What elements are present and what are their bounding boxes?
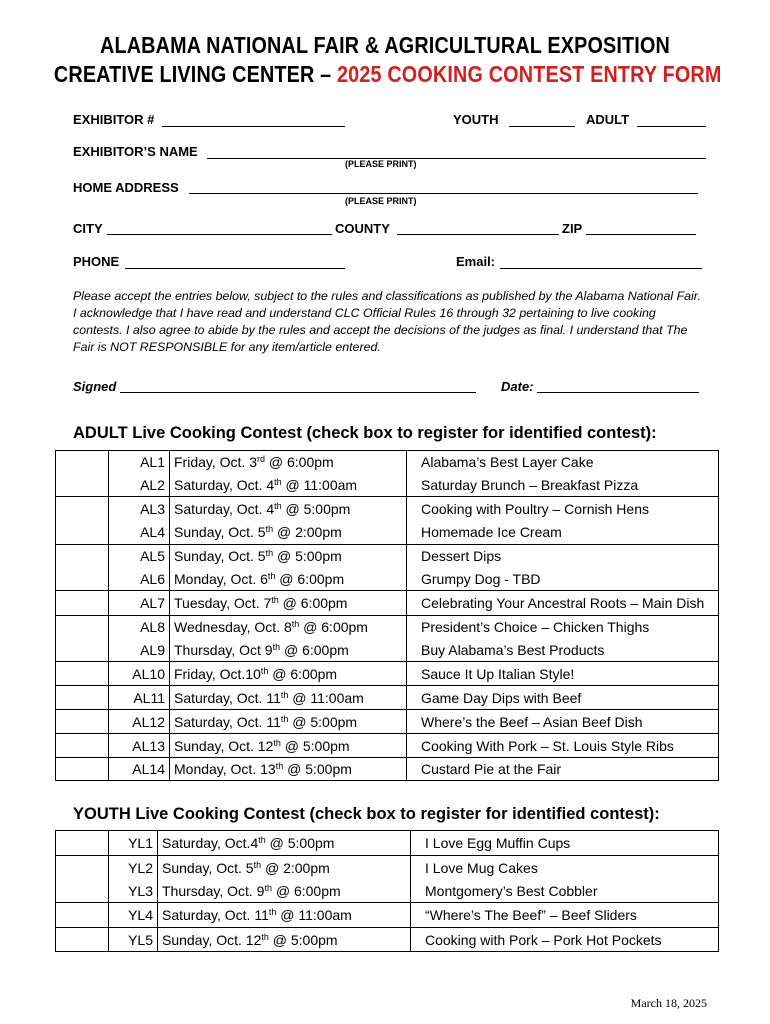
youth-contest-table xyxy=(55,830,719,952)
adult-schedule xyxy=(170,616,407,639)
youth-contest-name: “Where’s The Beef” – Beef Sliders xyxy=(411,903,719,928)
adult-schedule xyxy=(170,568,407,591)
phone-field[interactable] xyxy=(125,268,345,269)
adult-row xyxy=(56,686,719,710)
schedule-day: Sunday, Oct. 5 xyxy=(174,524,266,541)
adult-row xyxy=(56,451,719,474)
adult-row xyxy=(56,616,719,639)
adult-row xyxy=(56,662,719,686)
adult-code: AL6 xyxy=(109,568,170,591)
youth-label: YOUTH xyxy=(453,112,499,127)
adult-checkbox-cell[interactable] xyxy=(56,710,109,734)
adult-checkbox-cell[interactable] xyxy=(56,497,109,521)
youth-contest-heading: YOUTH Live Cooking Contest (check box to register for identified contest): xyxy=(73,805,660,823)
please-print-note-address: (PLEASE PRINT) xyxy=(345,196,417,206)
adult-schedule xyxy=(170,686,407,710)
adult-schedule xyxy=(170,710,407,734)
youth-checkbox-cell[interactable] xyxy=(56,903,109,928)
youth-schedule xyxy=(158,928,411,952)
please-print-note-name: (PLEASE PRINT) xyxy=(345,159,417,169)
schedule-day: Saturday, Oct. 11 xyxy=(162,907,269,923)
schedule-ordinal: th xyxy=(264,882,272,893)
adult-contest-name: Celebrating Your Ancestral Roots – Main Dish xyxy=(407,591,719,616)
adult-label: ADULT xyxy=(586,112,630,127)
adult-contest-name: Cooking With Pork – St. Louis Style Ribs xyxy=(407,734,719,758)
county-label: COUNTY xyxy=(335,221,390,236)
adult-schedule xyxy=(170,545,407,568)
schedule-ordinal: th xyxy=(274,500,282,511)
schedule-ordinal: th xyxy=(280,689,289,700)
schedule-time: @ 6:00pm xyxy=(265,454,334,471)
city-field[interactable] xyxy=(107,234,332,235)
schedule-time: @ 11:00am xyxy=(288,689,364,706)
adult-code: AL4 xyxy=(109,521,170,545)
schedule-time: @ 5:00pm xyxy=(265,835,335,851)
schedule-ordinal: th xyxy=(265,548,274,559)
schedule-ordinal: th xyxy=(258,835,266,845)
phone-label: PHONE xyxy=(73,254,120,269)
schedule-day: Saturday, Oct. 11 xyxy=(174,713,281,730)
zip-field[interactable] xyxy=(586,234,696,235)
adult-checkbox-cell[interactable] xyxy=(56,639,109,662)
adult-schedule xyxy=(170,521,407,545)
schedule-time: @ 6:00pm xyxy=(299,619,368,636)
youth-field[interactable] xyxy=(509,126,575,127)
adult-schedule xyxy=(170,591,407,616)
schedule-ordinal: th xyxy=(271,595,279,605)
youth-checkbox-cell[interactable] xyxy=(56,856,109,880)
adult-contest-name: Homemade Ice Cream xyxy=(407,521,719,545)
exhibitor-number-label: EXHIBITOR # xyxy=(73,112,155,127)
adult-contest-table xyxy=(55,450,719,781)
signature-field[interactable] xyxy=(120,392,476,393)
schedule-time: @ 6:00pm xyxy=(280,641,349,658)
schedule-ordinal: rd xyxy=(256,454,265,465)
form-title-line2 xyxy=(53,61,722,88)
exhibitor-number-field[interactable] xyxy=(162,126,345,127)
adult-contest-name: Alabama’s Best Layer Cake xyxy=(407,451,719,474)
exhibitor-name-field[interactable] xyxy=(207,158,706,159)
home-address-field[interactable] xyxy=(189,193,698,194)
schedule-ordinal: th xyxy=(273,737,281,748)
adult-checkbox-cell[interactable] xyxy=(56,591,109,616)
adult-contest-name: Buy Alabama’s Best Products xyxy=(407,639,719,662)
email-label: Email: xyxy=(456,254,496,269)
adult-checkbox-cell[interactable] xyxy=(56,568,109,591)
adult-contest-name: Custard Pie at the Fair xyxy=(407,758,719,781)
schedule-time: @ 5:00pm xyxy=(288,713,358,730)
schedule-day: Friday, Oct. 3 xyxy=(174,454,257,471)
schedule-day: Saturday, Oct. 4 xyxy=(174,476,275,493)
adult-schedule xyxy=(170,474,407,497)
youth-row xyxy=(56,831,719,856)
adult-code: AL1 xyxy=(109,451,170,474)
youth-contest-name: I Love Egg Muffin Cups xyxy=(411,831,719,856)
youth-code: YL4 xyxy=(109,903,158,928)
schedule-ordinal: th xyxy=(260,665,269,676)
adult-code: AL8 xyxy=(109,616,170,639)
schedule-ordinal: th xyxy=(275,761,284,771)
schedule-day: Tuesday, Oct. 7 xyxy=(174,595,272,611)
county-field[interactable] xyxy=(397,234,559,235)
adult-contest-name: Game Day Dips with Beef xyxy=(407,686,719,710)
schedule-day: Sunday, Oct. 5 xyxy=(162,859,254,876)
youth-contest-name: I Love Mug Cakes xyxy=(411,856,719,880)
schedule-time: @ 5:00pm xyxy=(281,500,351,517)
youth-schedule xyxy=(158,880,411,903)
zip-label: ZIP xyxy=(562,221,583,236)
adult-code: AL14 xyxy=(109,758,170,781)
schedule-time: @ 5:00pm xyxy=(273,548,342,565)
adult-schedule xyxy=(170,451,407,474)
adult-code: AL9 xyxy=(109,639,170,662)
revision-date: March 18, 2025 xyxy=(630,996,707,1010)
signed-label: Signed xyxy=(73,379,117,394)
title-center-name: CREATIVE LIVING CENTER – xyxy=(53,61,337,87)
title-form-name: 2025 COOKING CONTEST ENTRY FORM xyxy=(336,61,722,87)
schedule-ordinal: th xyxy=(265,524,274,535)
schedule-ordinal: th xyxy=(291,619,300,630)
adult-contest-name: Saturday Brunch – Breakfast Pizza xyxy=(407,474,719,497)
schedule-day: Thursday, Oct 9 xyxy=(174,641,273,658)
schedule-day: Wednesday, Oct. 8 xyxy=(174,619,292,636)
date-field[interactable] xyxy=(537,392,699,393)
adult-row xyxy=(56,758,719,781)
adult-schedule xyxy=(170,497,407,521)
schedule-time: @ 6:00pm xyxy=(271,882,341,899)
adult-contest-name: Cooking with Poultry – Cornish Hens xyxy=(407,497,719,521)
schedule-time: @ 2:00pm xyxy=(261,859,330,876)
youth-code: YL3 xyxy=(109,880,158,903)
adult-checkbox-cell[interactable] xyxy=(56,451,109,474)
schedule-day: Sunday, Oct. 12 xyxy=(162,931,262,948)
schedule-ordinal: th xyxy=(267,570,276,581)
adult-code: AL13 xyxy=(109,734,170,758)
adult-contest-name: Sauce It Up Italian Style! xyxy=(407,662,719,686)
agreement-text: Please accept the entries below, subject to the rules and classifications as published by the Alabama National Fair. I acknowledge that I have read and understand CLC Official Rules 16 through 32 pertaining to live cooking contests. I also agree to abide by the rules and accept the decisions of the judges as final. I understand that The Fair is NOT RESPONSIBLE for any item/article entered. xyxy=(73,289,701,354)
youth-row xyxy=(56,903,719,928)
adult-row xyxy=(56,710,719,734)
schedule-ordinal: th xyxy=(274,476,282,487)
city-label: CITY xyxy=(73,221,103,236)
adult-checkbox-cell[interactable] xyxy=(56,521,109,545)
adult-field[interactable] xyxy=(637,126,706,127)
adult-row xyxy=(56,639,719,662)
youth-checkbox-cell[interactable] xyxy=(56,831,109,856)
schedule-time: @ 6:00pm xyxy=(268,665,338,682)
adult-schedule xyxy=(170,662,407,686)
adult-code: AL2 xyxy=(109,474,170,497)
adult-checkbox-cell[interactable] xyxy=(56,758,109,781)
schedule-day: Thursday, Oct. 9 xyxy=(162,882,265,899)
youth-row xyxy=(56,928,719,952)
adult-code: AL7 xyxy=(109,591,170,616)
youth-schedule xyxy=(158,831,411,856)
adult-row xyxy=(56,497,719,521)
schedule-time: @ 5:00pm xyxy=(283,761,352,777)
adult-schedule xyxy=(170,758,407,781)
adult-row xyxy=(56,734,719,758)
schedule-day: Sunday, Oct. 5 xyxy=(174,548,266,565)
youth-code: YL5 xyxy=(109,928,158,952)
adult-checkbox-cell[interactable] xyxy=(56,662,109,686)
adult-contest-name: President’s Choice – Chicken Thighs xyxy=(407,616,719,639)
youth-schedule xyxy=(158,903,411,928)
schedule-ordinal: th xyxy=(268,907,277,917)
adult-row xyxy=(56,521,719,545)
schedule-time: @ 11:00am xyxy=(281,476,358,493)
youth-checkbox-cell[interactable] xyxy=(56,928,109,952)
schedule-day: Monday, Oct. 13 xyxy=(174,761,276,777)
schedule-day: Saturday, Oct. 11 xyxy=(174,689,281,706)
adult-schedule xyxy=(170,639,407,662)
adult-contest-name: Where’s the Beef – Asian Beef Dish xyxy=(407,710,719,734)
schedule-ordinal: th xyxy=(253,859,262,870)
adult-row xyxy=(56,474,719,497)
youth-contest-name: Cooking with Pork – Pork Hot Pockets xyxy=(411,928,719,952)
schedule-time: @ 5:00pm xyxy=(280,737,350,754)
email-field[interactable] xyxy=(500,268,702,269)
youth-code: YL1 xyxy=(109,831,158,856)
youth-checkbox-cell[interactable] xyxy=(56,880,109,903)
adult-checkbox-cell[interactable] xyxy=(56,545,109,568)
adult-contest-name: Dessert Dips xyxy=(407,545,719,568)
adult-checkbox-cell[interactable] xyxy=(56,734,109,758)
schedule-time: @ 6:00pm xyxy=(278,595,348,611)
schedule-day: Monday, Oct. 6 xyxy=(174,570,268,587)
adult-checkbox-cell[interactable] xyxy=(56,686,109,710)
exhibitor-name-label: EXHIBITOR’S NAME xyxy=(73,144,198,159)
adult-contest-heading: ADULT Live Cooking Contest (check box to register for identified contest): xyxy=(73,424,657,442)
youth-contest-name: Montgomery’s Best Cobbler xyxy=(411,880,719,903)
schedule-ordinal: th xyxy=(261,931,269,942)
schedule-ordinal: th xyxy=(280,713,289,724)
youth-row xyxy=(56,856,719,880)
schedule-time: @ 5:00pm xyxy=(268,931,338,948)
adult-code: AL10 xyxy=(109,662,170,686)
adult-code: AL12 xyxy=(109,710,170,734)
schedule-time: @ 2:00pm xyxy=(273,524,342,541)
youth-code: YL2 xyxy=(109,856,158,880)
adult-checkbox-cell[interactable] xyxy=(56,616,109,639)
home-address-label: HOME ADDRESS xyxy=(73,180,179,195)
adult-code: AL5 xyxy=(109,545,170,568)
schedule-day: Saturday, Oct. 4 xyxy=(174,500,275,517)
schedule-day: Saturday, Oct.4 xyxy=(162,835,259,851)
youth-schedule xyxy=(158,856,411,880)
adult-row xyxy=(56,591,719,616)
adult-contest-name: Grumpy Dog - TBD xyxy=(407,568,719,591)
date-label: Date: xyxy=(501,379,534,394)
adult-row xyxy=(56,545,719,568)
schedule-ordinal: th xyxy=(272,641,281,652)
adult-checkbox-cell[interactable] xyxy=(56,474,109,497)
adult-row xyxy=(56,568,719,591)
schedule-time: @ 6:00pm xyxy=(275,570,345,587)
adult-code: AL3 xyxy=(109,497,170,521)
youth-row xyxy=(56,880,719,903)
form-title-line1: ALABAMA NATIONAL FAIR & AGRICULTURAL EXPOSITION xyxy=(100,32,670,58)
adult-code: AL11 xyxy=(109,686,170,710)
adult-schedule xyxy=(170,734,407,758)
schedule-time: @ 11:00am xyxy=(276,907,352,923)
schedule-day: Friday, Oct.10 xyxy=(174,665,261,682)
schedule-day: Sunday, Oct. 12 xyxy=(174,737,274,754)
